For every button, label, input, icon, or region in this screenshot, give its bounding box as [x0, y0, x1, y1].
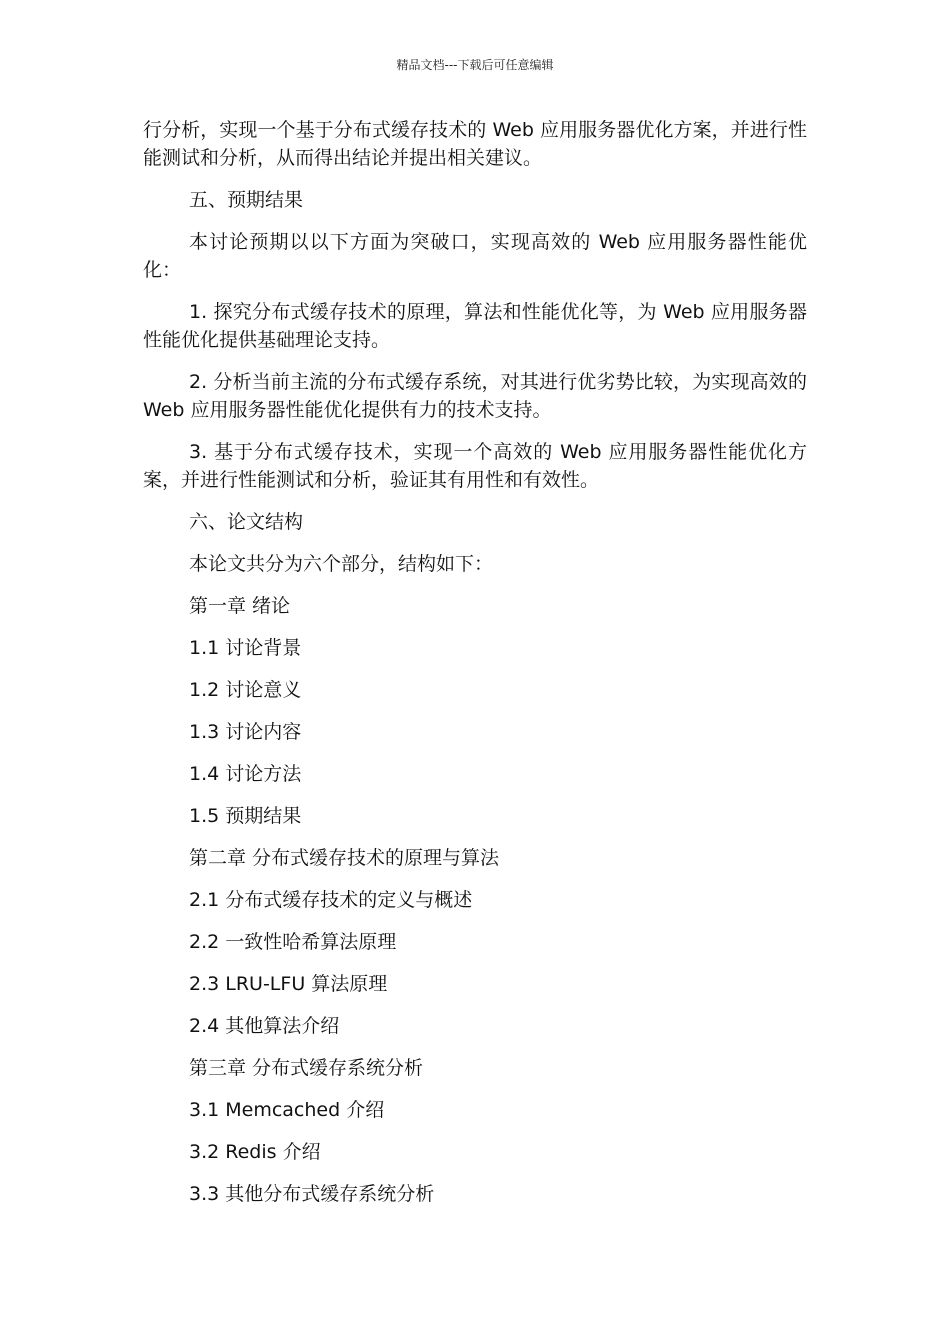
toc-section: 2.3 LRU-LFU 算法原理	[189, 973, 388, 995]
toc-section: 3.1 Memcached 介绍	[189, 1099, 385, 1121]
paragraph: 本论文共分为六个部分，结构如下：	[189, 553, 494, 575]
toc-section: 3.3 其他分布式缓存系统分析	[189, 1183, 435, 1205]
toc-section: 1.3 讨论内容	[189, 721, 302, 743]
toc-section: 2.2 一致性哈希算法原理	[189, 931, 397, 953]
paragraph-continuation: 行分析，实现一个基于分布式缓存技术的 Web 应用服务器优化方案，并进行性能测试和分析，从而得出结论并提出相关建议。	[143, 119, 807, 169]
list-item: 1. 探究分布式缓存技术的原理，算法和性能优化等，为 Web 应用服务器性能优化提供基础理论支持。	[143, 301, 807, 351]
list-item: 3. 基于分布式缓存技术，实现一个高效的 Web 应用服务器性能优化方案，并进行性能测试和分析，验证其有用性和有效性。	[143, 441, 807, 491]
toc-section: 1.4 讨论方法	[189, 763, 302, 785]
toc-section: 1.2 讨论意义	[189, 679, 302, 701]
page-header: 精品文档---下载后可任意编辑	[396, 58, 554, 72]
toc-section: 2.1 分布式缓存技术的定义与概述	[189, 889, 473, 911]
toc-section: 1.1 讨论背景	[189, 637, 302, 659]
document-body	[143, 116, 807, 1222]
list-item: 2. 分析当前主流的分布式缓存系统，对其进行优劣势比较，为实现高效的 Web 应用服务器性能优化提供有力的技术支持。	[143, 371, 807, 421]
toc-chapter: 第三章 分布式缓存系统分析	[189, 1057, 424, 1079]
toc-chapter: 第二章 分布式缓存技术的原理与算法	[189, 847, 500, 869]
toc-section: 1.5 预期结果	[189, 805, 302, 827]
section-heading-thesis-structure: 六、论文结构	[189, 511, 304, 533]
toc-section: 3.2 Redis 介绍	[189, 1141, 321, 1163]
paragraph: 本讨论预期以以下方面为突破口，实现高效的 Web 应用服务器性能优化：	[143, 231, 807, 281]
toc-section: 2.4 其他算法介绍	[189, 1015, 340, 1037]
toc-chapter: 第一章 绪论	[189, 595, 291, 617]
section-heading-expected-results: 五、预期结果	[189, 189, 304, 211]
